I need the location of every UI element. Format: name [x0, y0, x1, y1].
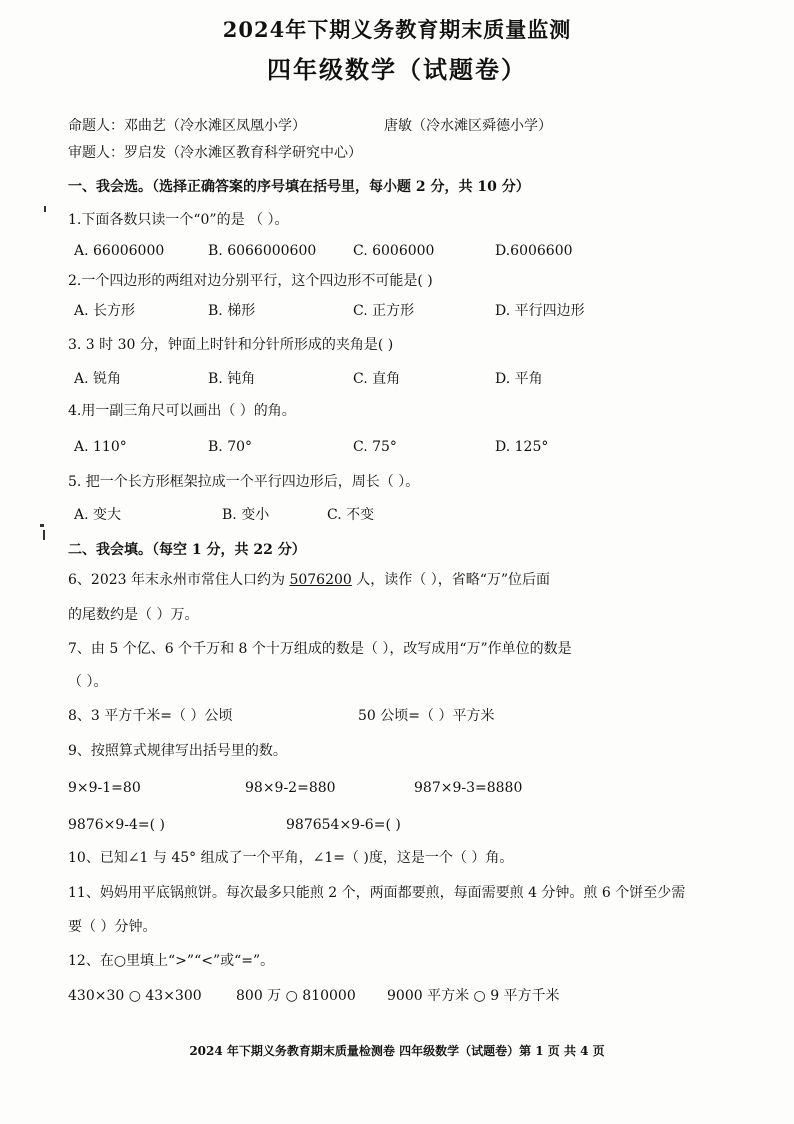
q1-option-a: A. 66006000	[74, 243, 165, 259]
proposer-label: 命题人：	[68, 118, 124, 134]
q6-number: 5076200	[289, 572, 352, 588]
q2-option-d: D. 平行四边形	[495, 303, 585, 319]
q1-option-c: C. 6006000	[353, 243, 435, 259]
q9-eq2: 98×9-2=880	[245, 780, 336, 796]
q9-eq1: 9×9-1=80	[68, 780, 141, 796]
q9-eq5: 987654×9-6=( )	[286, 817, 401, 833]
page-footer: 2024 年下期义务教育期末质量检测卷 四年级数学（试题卷）第 1 页 共 4 页	[189, 1044, 605, 1058]
q7-line2: （ ）。	[68, 674, 108, 690]
q9-eq4: 9876×9-4=( )	[68, 817, 166, 833]
proposer-2: 唐敏（冷水滩区舜德小学）	[384, 118, 552, 134]
q4-option-d: D. 125°	[495, 439, 549, 455]
q3-option-a: A. 锐角	[74, 371, 122, 387]
q5-option-a: A. 变大	[74, 507, 122, 523]
proposer-1: 邓曲艺（冷水滩区凤凰小学）	[124, 118, 306, 134]
q1-text: 1.下面各数只读一个“0”的是 （ ）。	[68, 212, 289, 228]
scan-mark	[44, 206, 46, 212]
q6-post: 人，读作（ ），省略“万”位后面	[351, 572, 551, 588]
q4-option-a: A. 110°	[74, 439, 127, 455]
scan-mark	[43, 530, 45, 540]
reviewer-line	[68, 143, 362, 163]
q2-option-c: C. 正方形	[353, 303, 415, 319]
q12-item3: 9000 平方米 ○ 9 平方千米	[387, 988, 560, 1004]
exam-title: 2024年下期义务教育期末质量监测	[222, 17, 572, 42]
q12-text: 12、在○里填上“>”“<”或“=”。	[68, 953, 275, 969]
scan-mark	[40, 524, 44, 527]
q9-text: 9、按照算式规律写出括号里的数。	[68, 743, 287, 759]
q5-option-b: B. 变小	[222, 507, 270, 523]
q3-option-c: C. 直角	[353, 371, 401, 387]
q3-option-d: D. 平角	[495, 371, 543, 387]
q5-text: 5. 把一个长方形框架拉成一个平行四边形后，周长（ ）。	[68, 474, 420, 490]
q4-option-c: C. 75°	[353, 439, 397, 455]
q4-option-b: B. 70°	[208, 439, 253, 455]
q8-part1: 8、3 平方千米=（ ）公顷	[68, 708, 233, 724]
section1-title: 一、我会选。（选择正确答案的序号填在括号里，每小题 2 分，共 10 分）	[68, 179, 530, 195]
section2-title: 二、我会填。（每空 1 分，共 22 分）	[68, 542, 306, 558]
q8-part2: 50 公顷=（ ）平方米	[358, 708, 495, 724]
q6-line1	[68, 570, 550, 590]
q10-text: 10、已知∠1 与 45° 组成了一个平角，∠1=（ )度，这是一个（ ）角。	[68, 850, 514, 866]
exam-subtitle: 四年级数学（试题卷）	[267, 55, 527, 84]
q6-pre: 6、2023 年末永州市常住人口约为	[68, 572, 290, 588]
q2-text: 2.一个四边形的两组对边分别平行，这个四边形不可能是( )	[68, 273, 433, 289]
q12-item2: 800 万 ○ 810000	[236, 988, 356, 1004]
q11-line2: 要（ ）分钟。	[68, 919, 157, 935]
proposer-line	[68, 116, 306, 136]
q12-item1: 430×30 ○ 43×300	[68, 988, 202, 1004]
q2-option-a: A. 长方形	[74, 303, 136, 319]
q9-eq3: 987×9-3=8880	[414, 780, 523, 796]
q7-line1: 7、由 5 个亿、6 个千万和 8 个十万组成的数是（ ），改写成用“万”作单位的数是	[68, 641, 572, 657]
q4-text: 4.用一副三角尺可以画出（ ）的角。	[68, 403, 296, 419]
q5-option-c: C. 不变	[327, 507, 375, 523]
reviewer-label: 审题人：	[68, 145, 124, 161]
q2-option-b: B. 梯形	[208, 303, 256, 319]
reviewer: 罗启发（冷水滩区教育科学研究中心）	[124, 145, 362, 161]
q11-line1: 11、妈妈用平底锅煎饼。每次最多只能煎 2 个，两面都要煎，每面需要煎 4 分钟。煎 6 个饼至少需	[68, 885, 686, 901]
q6-line2: 的尾数约是（ ）万。	[68, 607, 199, 623]
q1-option-b: B. 6066000600	[208, 243, 317, 259]
q3-text: 3. 3 时 30 分，钟面上时针和分针所形成的夹角是( )	[68, 337, 394, 353]
q3-option-b: B. 钝角	[208, 371, 256, 387]
q1-option-d: D.6006600	[495, 243, 573, 259]
